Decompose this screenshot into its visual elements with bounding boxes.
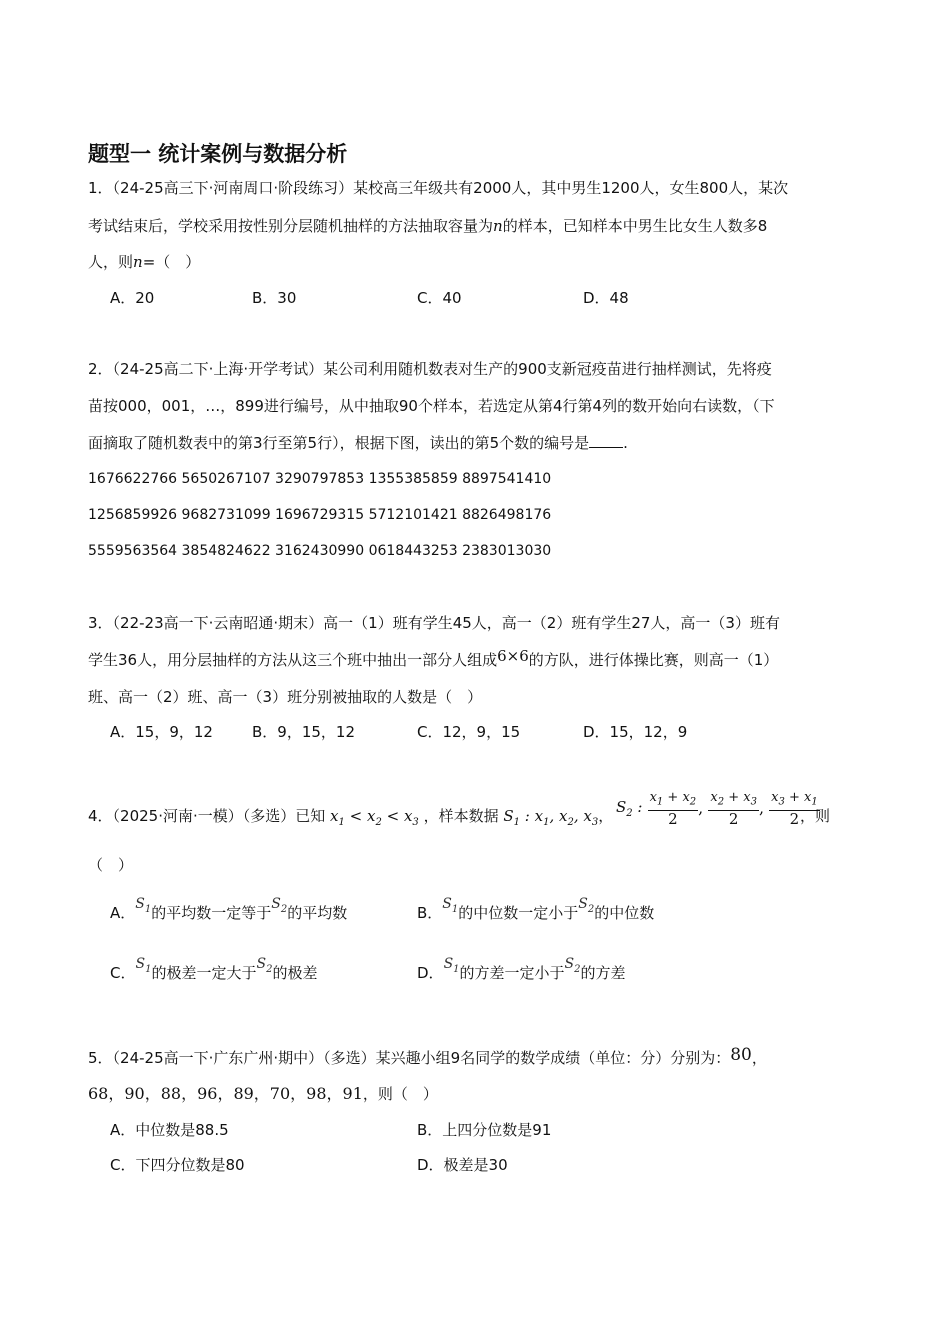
q5-option-a[interactable]: A．中位数是88.5	[110, 1121, 229, 1139]
q1-line2: 考试结束后，学校采用按性别分层随机抽样的方法抽取容量为n的样本，已知样本中男生比女生人数多8	[88, 217, 768, 235]
q4-suffix: ，则	[800, 807, 831, 825]
q3-option-d[interactable]: D．15，12，9	[583, 723, 688, 741]
score-first: 80	[730, 1045, 752, 1065]
section-title: 题型一 统计案例与数据分析	[88, 142, 348, 166]
q2-line3: 面摘取了随机数表中的第3行至第5行），根据下图，读出的第5个数的编号是 .	[88, 434, 628, 452]
q3-line2: 学生36人，用分层抽样的方法从这三个班中抽出一部分人组成6×6的方队，进行体操比赛，则高一（1）	[88, 647, 779, 669]
q5-option-b[interactable]: B．上四分位数是91	[417, 1121, 552, 1139]
q1-option-d[interactable]: D．48	[583, 289, 629, 307]
q5-option-c[interactable]: C．下四分位数是80	[110, 1156, 245, 1174]
random-table-row: 1676622766 5650267107 3290797853 1355385859 8897541410	[88, 471, 552, 487]
q5-line1: 5．（24-25高一下·广东广州·期中）（多选）某兴趣小组9名同学的数学成绩（单位：分）分别为：80，	[88, 1045, 767, 1067]
q4-option-b[interactable]: B．$S_1$的中位数一定小于$S_2$的中位数	[417, 896, 655, 922]
q2-line1: 2．（24-25高二下·上海·开学考试）某公司利用随机数表对生产的900支新冠疫苗进行抽样测试，先将疫	[88, 360, 772, 378]
random-table-row: 1256859926 9682731099 1696729315 5712101421 8826498176	[88, 507, 552, 523]
q1-line3: 人，则n=（ ）	[88, 253, 201, 271]
sample-s2-formula: $S_2$ : $\frac{x_1 + x_2}{2}$ , $\frac{x_2 + x_3}{2}$ , $\frac{x_3 + x_1}{2}$	[616, 790, 818, 828]
q3-line3: 班、高一（2）班、高一（3）班分别被抽取的人数是（ ）	[88, 688, 483, 706]
answer-blank[interactable]	[589, 433, 623, 448]
s1-symbol: $S_1$	[443, 956, 460, 975]
q4-option-a[interactable]: A．$S_1$的平均数一定等于$S_2$的平均数	[110, 896, 348, 922]
q3-option-a[interactable]: A．15，9，12	[110, 723, 213, 741]
var-n: n	[493, 217, 503, 235]
inequality-formula: $x_1 < x_2 < x_3$	[330, 807, 419, 828]
q4-option-d[interactable]: D．$S_1$的方差一定小于$S_2$的方差	[417, 956, 626, 982]
q3-line1: 3．（22-23高一下·云南昭通·期末）高一（1）班有学生45人，高一（2）班有学生27人，高一（3）班有	[88, 614, 780, 632]
q1-line1: 1．（24-25高三下·河南周口·阶段练习）某校高三年级共有2000人，其中男生1200人，女生800人，某次	[88, 179, 789, 197]
s2-symbol: $S_2$	[564, 956, 581, 975]
formation-size: 6×6	[497, 647, 529, 665]
q1-option-b[interactable]: B．30	[252, 289, 297, 307]
q3-option-c[interactable]: C．12，9，15	[417, 723, 521, 741]
q2-line2: 苗按000，001，…，899进行编号，从中抽取90个样本，若选定从第4行第4列的数开始向右读数，（下	[88, 397, 775, 415]
q5-line2: 68，90，88，96，89，70，98，91，则（ ）	[88, 1084, 438, 1103]
s1-symbol: $S_1$	[135, 896, 152, 915]
random-table-row: 5559563564 3854824622 3162430990 0618443253 2383013030	[88, 543, 552, 559]
q3-option-b[interactable]: B．9，15，12	[252, 723, 356, 741]
q1-option-a[interactable]: A．20	[110, 289, 155, 307]
q1-option-c[interactable]: C．40	[417, 289, 462, 307]
s2-symbol: $S_2$	[271, 896, 288, 915]
score-list: 68，90，88，96，89，70，98，91	[88, 1084, 363, 1103]
q4-option-c[interactable]: C．$S_1$的极差一定大于$S_2$的极差	[110, 956, 318, 982]
q4-paren: （ ）	[88, 856, 134, 874]
q5-option-d[interactable]: D．极差是30	[417, 1156, 508, 1174]
s2-symbol: $S_2$	[578, 896, 595, 915]
s1-symbol: $S_1$	[135, 956, 152, 975]
q4-line1: 4．（2025·河南·一模）（多选）已知 $x_1 < x_2 < x_3$ ，样本数据 $S_1$ : $x_1$, $x_2$, $x_3$，	[88, 807, 614, 828]
s1-symbol: $S_1$	[442, 896, 459, 915]
s2-symbol: $S_2$	[256, 956, 273, 975]
sample-s1-formula: $S_1$ : $x_1$, $x_2$, $x_3$	[503, 807, 599, 828]
